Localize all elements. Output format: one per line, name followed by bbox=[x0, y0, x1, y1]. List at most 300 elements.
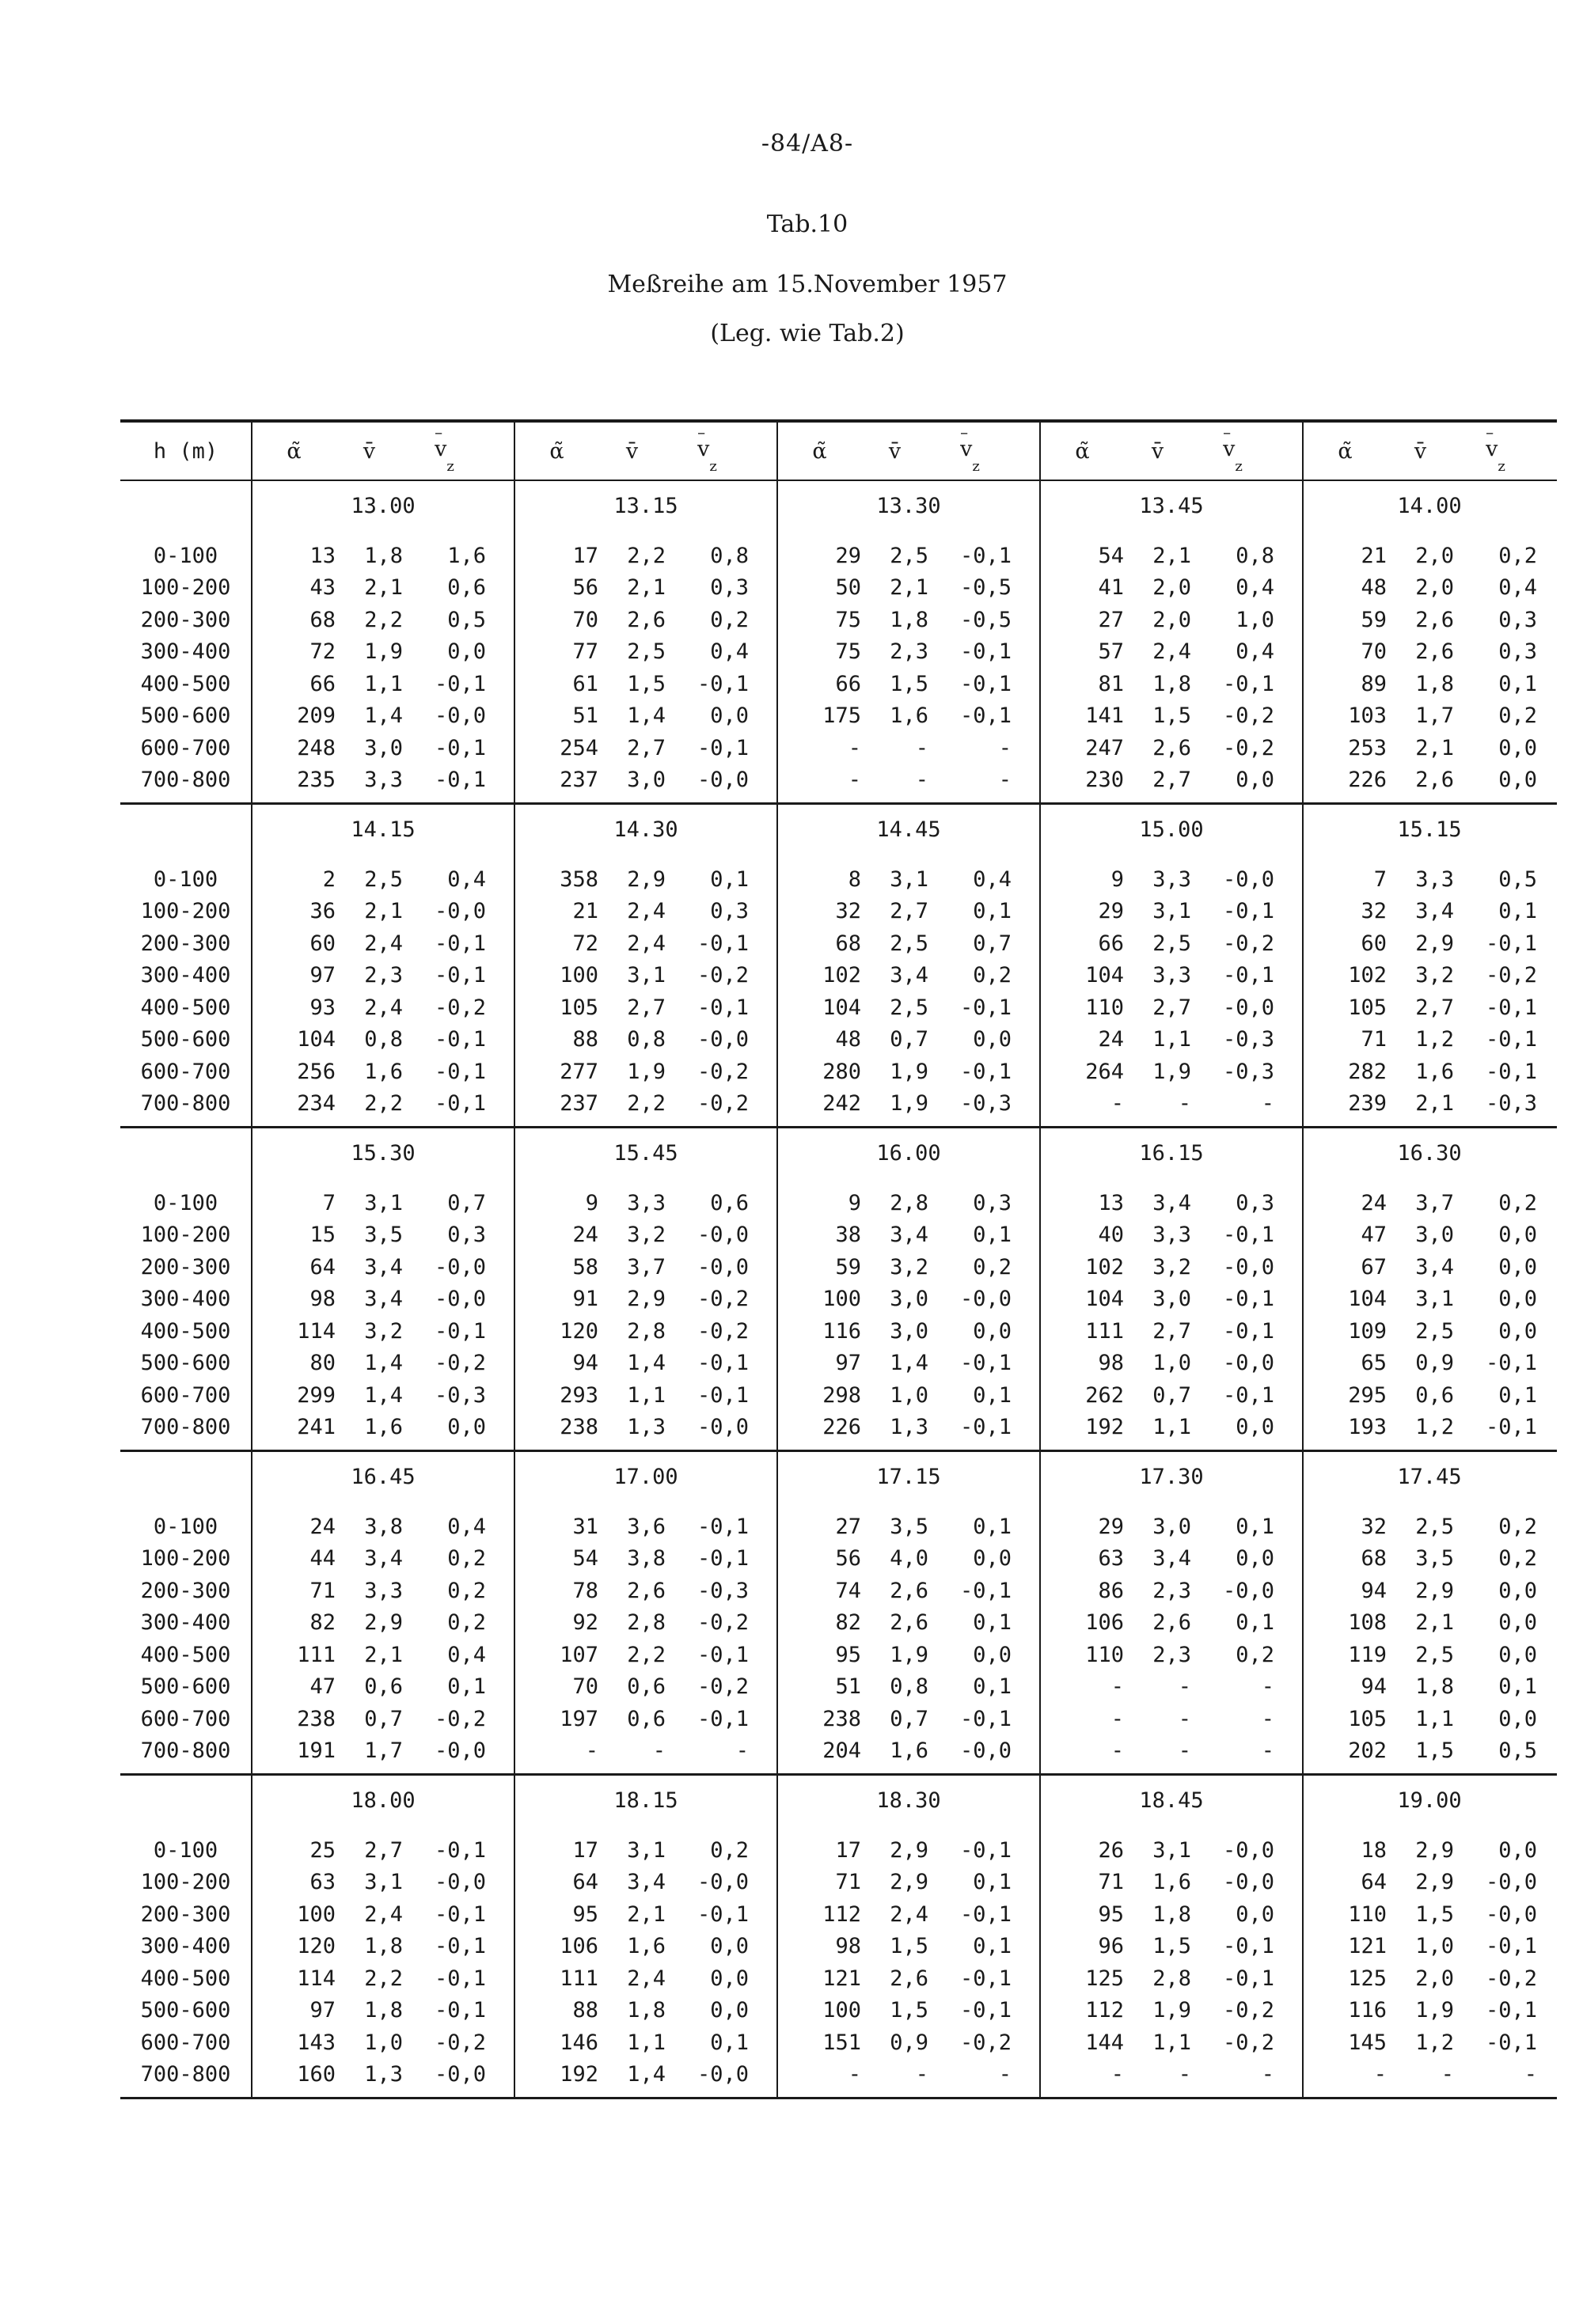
v-value: 2,9 bbox=[1415, 1837, 1454, 1863]
vz-value: 0,0 bbox=[1498, 1706, 1537, 1731]
header-group bbox=[251, 423, 514, 480]
time-row bbox=[120, 805, 1557, 854]
alpha-value: - bbox=[585, 1738, 598, 1764]
vz-value: -0,0 bbox=[1222, 995, 1274, 1020]
measurement-group bbox=[251, 1511, 514, 1543]
vz-value: 0,5 bbox=[447, 607, 486, 632]
height-spacer bbox=[120, 796, 251, 802]
measurement-group bbox=[776, 1283, 1039, 1316]
table-row bbox=[120, 1575, 1557, 1607]
v-value: 3,2 bbox=[1152, 1254, 1191, 1280]
time-label: 14.45 bbox=[876, 817, 941, 842]
vz-value: 0,2 bbox=[447, 1578, 486, 1603]
alpha-value: 92 bbox=[572, 1610, 598, 1636]
header-group bbox=[776, 423, 1039, 480]
measurement-group bbox=[251, 1931, 514, 1963]
v-value: 2,9 bbox=[1415, 931, 1454, 956]
header-group bbox=[514, 423, 776, 480]
spacer-group bbox=[776, 1767, 1039, 1773]
measurement-group bbox=[1302, 1543, 1555, 1575]
vz-value: -0,0 bbox=[697, 1027, 749, 1052]
v-value: 2,1 bbox=[1152, 543, 1191, 568]
table-row bbox=[120, 1219, 1557, 1252]
time-group bbox=[1039, 1128, 1302, 1177]
v-value: 2,9 bbox=[890, 1837, 928, 1863]
measurement-group bbox=[776, 1219, 1039, 1252]
measurement-group bbox=[514, 1283, 776, 1316]
v-value: 3,1 bbox=[890, 866, 928, 892]
measurement-group bbox=[1302, 1219, 1555, 1252]
v-value: 1,1 bbox=[1152, 1415, 1191, 1440]
alpha-value: 111 bbox=[1085, 1318, 1124, 1344]
v-value: 2,2 bbox=[627, 1642, 666, 1667]
spacer-group bbox=[514, 1767, 776, 1773]
height-range: 700-800 bbox=[140, 2062, 231, 2087]
v-value: 3,2 bbox=[364, 1318, 403, 1344]
alpha-value: 81 bbox=[1098, 671, 1124, 696]
vz-value: 0,4 bbox=[1498, 575, 1537, 601]
measurement-group bbox=[251, 668, 514, 700]
table-body bbox=[120, 481, 1557, 2099]
alpha-value: 59 bbox=[1361, 607, 1387, 632]
vz-value: -0,1 bbox=[1485, 1415, 1537, 1440]
height-range: 400-500 bbox=[140, 1966, 231, 1991]
alpha-value: 197 bbox=[560, 1706, 598, 1731]
vz-value: -0,1 bbox=[1485, 995, 1537, 1020]
vz-value: 0,0 bbox=[1498, 1578, 1537, 1603]
spacer-group bbox=[514, 796, 776, 802]
measurement-group bbox=[1039, 1543, 1302, 1575]
measurement-group bbox=[251, 896, 514, 928]
vz-value: -0,1 bbox=[434, 963, 486, 988]
v-value: 2,2 bbox=[364, 607, 403, 632]
measurement-group bbox=[514, 636, 776, 669]
alpha-value: 75 bbox=[835, 607, 861, 632]
measurement-group bbox=[251, 1348, 514, 1380]
vz-value: -0,1 bbox=[959, 1351, 1012, 1376]
alpha-value: 72 bbox=[572, 931, 598, 956]
measurement-group bbox=[251, 1671, 514, 1704]
vz-value: 0,2 bbox=[1236, 1642, 1274, 1667]
v-value: 1,2 bbox=[1415, 2030, 1454, 2055]
vz-value: 0,0 bbox=[710, 1934, 749, 1959]
v-value: 3,0 bbox=[1415, 1223, 1454, 1248]
measurement-group bbox=[1039, 1703, 1302, 1735]
measurement-group bbox=[514, 1639, 776, 1671]
v-value: 2,5 bbox=[364, 866, 403, 892]
vz-value: 0,0 bbox=[1236, 1901, 1274, 1927]
vz-value: 0,5 bbox=[1498, 866, 1537, 892]
v-value: 1,8 bbox=[627, 1998, 666, 2023]
alpha-value: 121 bbox=[1348, 1934, 1387, 1959]
v-value: 1,8 bbox=[364, 543, 403, 568]
height-spacer bbox=[120, 1120, 251, 1126]
spacer-group bbox=[1302, 1767, 1555, 1773]
height-spacer bbox=[120, 805, 251, 854]
v-value: 2,9 bbox=[627, 1287, 666, 1312]
v-value: 3,6 bbox=[627, 1514, 666, 1539]
v-value: 3,3 bbox=[364, 768, 403, 793]
vz-value: 0,0 bbox=[1498, 1287, 1537, 1312]
alpha-value: 209 bbox=[297, 703, 336, 729]
alpha-value: 105 bbox=[1348, 1706, 1387, 1731]
v-value: - bbox=[915, 2062, 928, 2087]
vz-value: -0,1 bbox=[959, 639, 1012, 665]
alpha-value: 64 bbox=[572, 1870, 598, 1895]
alpha-value: - bbox=[1110, 2062, 1124, 2087]
alpha-value: 68 bbox=[309, 607, 336, 632]
alpha-value: 32 bbox=[1361, 1514, 1387, 1539]
table-row bbox=[120, 1671, 1557, 1704]
v-value: 1,7 bbox=[1415, 703, 1454, 729]
v-value: 3,3 bbox=[1415, 866, 1454, 892]
height-range: 0-100 bbox=[153, 1514, 218, 1539]
alpha-value: 104 bbox=[1085, 963, 1124, 988]
measurement-group bbox=[1039, 1575, 1302, 1607]
v-value: 3,5 bbox=[364, 1223, 403, 1248]
alpha-value: - bbox=[848, 2062, 861, 2087]
height-spacer bbox=[120, 1776, 251, 1825]
v-value: 1,4 bbox=[627, 2062, 666, 2087]
spacer-group bbox=[514, 854, 776, 863]
v-value: 3,0 bbox=[1152, 1287, 1191, 1312]
height-range: 100-200 bbox=[140, 1223, 231, 1248]
alpha-value: 57 bbox=[1098, 639, 1124, 665]
alpha-value: 107 bbox=[560, 1642, 598, 1667]
vz-value: -0,0 bbox=[697, 2062, 749, 2087]
alpha-value: 146 bbox=[560, 2030, 598, 2055]
spacer-group bbox=[776, 1443, 1039, 1450]
alpha-value: 17 bbox=[835, 1837, 861, 1863]
table-row bbox=[120, 1735, 1557, 1768]
measurement-group bbox=[776, 960, 1039, 992]
vz-value: -0,3 bbox=[697, 1578, 749, 1603]
vz-value: 0,4 bbox=[1236, 639, 1274, 665]
v-value: - bbox=[1441, 2062, 1454, 2087]
vz-value: 0,0 bbox=[1498, 1837, 1537, 1863]
alpha-value: 97 bbox=[309, 1998, 336, 2023]
spacer-group bbox=[1302, 1177, 1555, 1187]
measurement-group bbox=[1039, 1898, 1302, 1931]
v-value: 3,5 bbox=[1415, 1546, 1454, 1571]
v-value: 2,9 bbox=[627, 866, 666, 892]
measurement-group bbox=[776, 700, 1039, 733]
alpha-value: 160 bbox=[297, 2062, 336, 2087]
measurement-group bbox=[776, 991, 1039, 1024]
v-value: 1,6 bbox=[890, 703, 928, 729]
height-spacer bbox=[120, 1452, 251, 1501]
v-value: 1,3 bbox=[890, 1415, 928, 1440]
measurement-group bbox=[251, 1867, 514, 1899]
alpha-value: 50 bbox=[835, 575, 861, 601]
measurement-group bbox=[514, 1607, 776, 1640]
measurement-group bbox=[251, 960, 514, 992]
vz-value: -0,0 bbox=[1222, 1254, 1274, 1280]
v-value: 3,0 bbox=[1152, 1514, 1191, 1539]
v-value: 1,4 bbox=[364, 1351, 403, 1376]
height-range: 200-300 bbox=[140, 607, 231, 632]
measurement-group bbox=[251, 1379, 514, 1412]
alpha-value: 299 bbox=[297, 1382, 336, 1408]
measurement-group bbox=[251, 572, 514, 605]
v-value: 2,4 bbox=[364, 1901, 403, 1927]
alpha-value: 242 bbox=[822, 1091, 861, 1117]
measurement-group bbox=[251, 1703, 514, 1735]
measurement-group bbox=[1039, 1671, 1302, 1704]
alpha-value: 80 bbox=[309, 1351, 336, 1376]
alpha-value: 51 bbox=[572, 703, 598, 729]
vz-value: 0,1 bbox=[447, 1674, 486, 1700]
legend-note: (Leg. wie Tab.2) bbox=[710, 320, 905, 347]
v-value: 1,1 bbox=[1415, 1706, 1454, 1731]
vz-value: -0,0 bbox=[697, 1223, 749, 1248]
alpha-value: 70 bbox=[1361, 639, 1387, 665]
alpha-value: 43 bbox=[309, 575, 336, 601]
spacer-group bbox=[776, 796, 1039, 802]
alpha-value: 21 bbox=[572, 899, 598, 924]
vz-value: -0,0 bbox=[697, 1415, 749, 1440]
measurement-group bbox=[1039, 1834, 1302, 1867]
height-range: 600-700 bbox=[140, 2030, 231, 2055]
measurement-group bbox=[1039, 1639, 1302, 1671]
height-spacer bbox=[120, 2091, 251, 2097]
height-range: 500-600 bbox=[140, 1674, 231, 1700]
vz-value: -0,1 bbox=[1222, 1318, 1274, 1344]
alpha-value: 29 bbox=[1098, 899, 1124, 924]
alpha-value: 44 bbox=[309, 1546, 336, 1571]
table-label: Tab.10 bbox=[766, 210, 848, 238]
spacer-group bbox=[251, 1501, 514, 1511]
time-group bbox=[1302, 805, 1555, 854]
time-label: 15.30 bbox=[351, 1140, 416, 1166]
measurement-group bbox=[1302, 1088, 1555, 1120]
measurement-group bbox=[1302, 927, 1555, 960]
measurement-group bbox=[251, 1995, 514, 2027]
alpha-value: 234 bbox=[297, 1091, 336, 1117]
v-value: 1,4 bbox=[627, 1351, 666, 1376]
vz-value: - bbox=[1524, 2062, 1537, 2087]
time-group bbox=[251, 1128, 514, 1177]
vz-value: -0,2 bbox=[434, 1706, 486, 1731]
vz-value: 0,4 bbox=[710, 639, 749, 665]
vz-header-subscript: z bbox=[446, 457, 454, 475]
vz-value: -0,3 bbox=[1485, 1091, 1537, 1117]
alpha-value: 68 bbox=[835, 931, 861, 956]
height-range: 400-500 bbox=[140, 1642, 231, 1667]
measurement-group bbox=[776, 1995, 1039, 2027]
height-range: 700-800 bbox=[140, 1091, 231, 1117]
measurement-group bbox=[514, 1379, 776, 1412]
v-value: 3,4 bbox=[364, 1546, 403, 1571]
measurement-group bbox=[1039, 604, 1302, 636]
alpha-value: 24 bbox=[572, 1223, 598, 1248]
measurement-group bbox=[251, 1543, 514, 1575]
alpha-value: 2 bbox=[322, 866, 336, 892]
table-row bbox=[120, 927, 1557, 960]
v-value: 1,3 bbox=[364, 2062, 403, 2087]
spacer-group bbox=[776, 1501, 1039, 1511]
time-label: 18.45 bbox=[1139, 1788, 1204, 1813]
v-value: 1,6 bbox=[627, 1934, 666, 1959]
vz-value: 0,0 bbox=[1498, 1254, 1537, 1280]
spacer-group bbox=[1039, 1825, 1302, 1834]
time-group bbox=[776, 1452, 1039, 1501]
alpha-value: 88 bbox=[572, 1027, 598, 1052]
measurement-group bbox=[1302, 1962, 1555, 1995]
vz-value: 0,0 bbox=[1236, 768, 1274, 793]
measurement-group bbox=[1302, 604, 1555, 636]
measurement-group bbox=[1302, 1867, 1555, 1899]
measurement-group bbox=[514, 700, 776, 733]
vz-value: 0,4 bbox=[447, 866, 486, 892]
alpha-value: 102 bbox=[1348, 963, 1387, 988]
alpha-value: 97 bbox=[835, 1351, 861, 1376]
v-value: 1,4 bbox=[364, 703, 403, 729]
v-value: 3,1 bbox=[364, 1870, 403, 1895]
measurement-group bbox=[1302, 764, 1555, 797]
vz-value: - bbox=[1261, 1706, 1274, 1731]
time-group bbox=[1302, 481, 1555, 530]
time-label: 18.15 bbox=[613, 1788, 678, 1813]
v-value: 1,9 bbox=[627, 1059, 666, 1084]
alpha-value: 60 bbox=[1361, 931, 1387, 956]
alpha-value: 29 bbox=[835, 543, 861, 568]
v-value: 1,6 bbox=[364, 1059, 403, 1084]
height-range: 400-500 bbox=[140, 995, 231, 1020]
alpha-value: 9 bbox=[848, 1190, 861, 1215]
time-label: 18.00 bbox=[351, 1788, 416, 1813]
alpha-value: - bbox=[1110, 1738, 1124, 1764]
vz-value: -0,3 bbox=[1222, 1059, 1274, 1084]
measurement-group bbox=[514, 1931, 776, 1963]
vz-header bbox=[928, 437, 1012, 475]
v-value: 2,6 bbox=[890, 1966, 928, 1991]
height-range: 600-700 bbox=[140, 1059, 231, 1084]
vz-value: -0,2 bbox=[1222, 703, 1274, 729]
alpha-value: 88 bbox=[572, 1998, 598, 2023]
measurement-group bbox=[251, 1639, 514, 1671]
spacer-group bbox=[251, 1767, 514, 1773]
vz-value: -0,2 bbox=[434, 2030, 486, 2055]
alpha-value: 110 bbox=[1085, 995, 1124, 1020]
measurement-group bbox=[251, 700, 514, 733]
alpha-value: 121 bbox=[822, 1966, 861, 1991]
height-spacer bbox=[120, 1501, 251, 1511]
alpha-value: 71 bbox=[1361, 1027, 1387, 1052]
v-value: 1,4 bbox=[364, 1382, 403, 1408]
alpha-value: 95 bbox=[835, 1642, 861, 1667]
vz-value: -0,1 bbox=[959, 1578, 1012, 1603]
v-value: 1,4 bbox=[627, 703, 666, 729]
time-label: 16.15 bbox=[1139, 1140, 1204, 1166]
measurement-group bbox=[776, 668, 1039, 700]
vz-value: -0,1 bbox=[697, 1706, 749, 1731]
alpha-value: 98 bbox=[309, 1287, 336, 1312]
alpha-value: 9 bbox=[585, 1190, 598, 1215]
measurement-group bbox=[1039, 1056, 1302, 1088]
alpha-value: 18 bbox=[1361, 1837, 1387, 1863]
time-label: 16.00 bbox=[876, 1140, 941, 1166]
v-value: - bbox=[652, 1738, 666, 1764]
vz-value: 0,6 bbox=[710, 1190, 749, 1215]
measurement-group bbox=[514, 1995, 776, 2027]
measurement-group bbox=[776, 1024, 1039, 1056]
alpha-value: 71 bbox=[1098, 1870, 1124, 1895]
vz-value: -0,0 bbox=[959, 1287, 1012, 1312]
v-value: 2,1 bbox=[1415, 1610, 1454, 1636]
time-group bbox=[1302, 1128, 1555, 1177]
v-value: 1,6 bbox=[890, 1738, 928, 1764]
alpha-value: 254 bbox=[560, 735, 598, 760]
table-row bbox=[120, 960, 1557, 992]
time-group bbox=[514, 1452, 776, 1501]
table-row bbox=[120, 1056, 1557, 1088]
v-value: 3,7 bbox=[1415, 1190, 1454, 1215]
measurement-group bbox=[251, 1412, 514, 1444]
height-range: 0-100 bbox=[153, 543, 218, 568]
v-value: 1,0 bbox=[1152, 1351, 1191, 1376]
vz-value: -0,1 bbox=[697, 995, 749, 1020]
measurement-group bbox=[251, 1024, 514, 1056]
measurement-group bbox=[1302, 1703, 1555, 1735]
measurement-group bbox=[776, 1575, 1039, 1607]
vz-value: 0,0 bbox=[973, 1546, 1012, 1571]
alpha-value: 119 bbox=[1348, 1642, 1387, 1667]
v-value: 2,7 bbox=[627, 735, 666, 760]
alpha-value: 98 bbox=[1098, 1351, 1124, 1376]
vz-value: 0,3 bbox=[1236, 1190, 1274, 1215]
vz-header bbox=[403, 437, 486, 475]
measurement-group bbox=[514, 572, 776, 605]
v-value: 3,8 bbox=[627, 1546, 666, 1571]
alpha-value: 102 bbox=[1085, 1254, 1124, 1280]
vz-value: 0,4 bbox=[447, 1642, 486, 1667]
time-label: 18.30 bbox=[876, 1788, 941, 1813]
alpha-value: 111 bbox=[560, 1966, 598, 1991]
spacer-group bbox=[1302, 796, 1555, 802]
alpha-value: - bbox=[1373, 2062, 1387, 2087]
measurement-group bbox=[776, 1931, 1039, 1963]
v-value: 2,0 bbox=[1415, 543, 1454, 568]
v-value: 2,5 bbox=[890, 995, 928, 1020]
alpha-value: 17 bbox=[572, 543, 598, 568]
vz-value: 0,0 bbox=[1498, 1610, 1537, 1636]
v-value: 2,1 bbox=[364, 575, 403, 601]
measurement-group bbox=[1039, 896, 1302, 928]
alpha-value: - bbox=[848, 735, 861, 760]
vz-value: 0,1 bbox=[1236, 1514, 1274, 1539]
time-label: 14.00 bbox=[1397, 493, 1462, 518]
table-row bbox=[120, 1315, 1557, 1348]
vz-value: -0,2 bbox=[697, 1059, 749, 1084]
alpha-value: 104 bbox=[297, 1027, 336, 1052]
vz-value: 0,0 bbox=[1498, 1642, 1537, 1667]
spacer-group bbox=[1039, 854, 1302, 863]
block-end-row bbox=[120, 1120, 1557, 1126]
vz-value: 0,0 bbox=[710, 1966, 749, 1991]
alpha-value: 112 bbox=[822, 1901, 861, 1927]
v-value: 2,4 bbox=[1152, 639, 1191, 665]
vz-value: 0,4 bbox=[1236, 575, 1274, 601]
vz-header-subscript: z bbox=[1235, 457, 1243, 475]
alpha-value: 120 bbox=[560, 1318, 598, 1344]
vz-value: -0,1 bbox=[1222, 963, 1274, 988]
measurement-group bbox=[1039, 2059, 1302, 2091]
vz-value: - bbox=[998, 768, 1012, 793]
alpha-value: 253 bbox=[1348, 735, 1387, 760]
v-value: 1,2 bbox=[1415, 1027, 1454, 1052]
alpha-value: 109 bbox=[1348, 1318, 1387, 1344]
